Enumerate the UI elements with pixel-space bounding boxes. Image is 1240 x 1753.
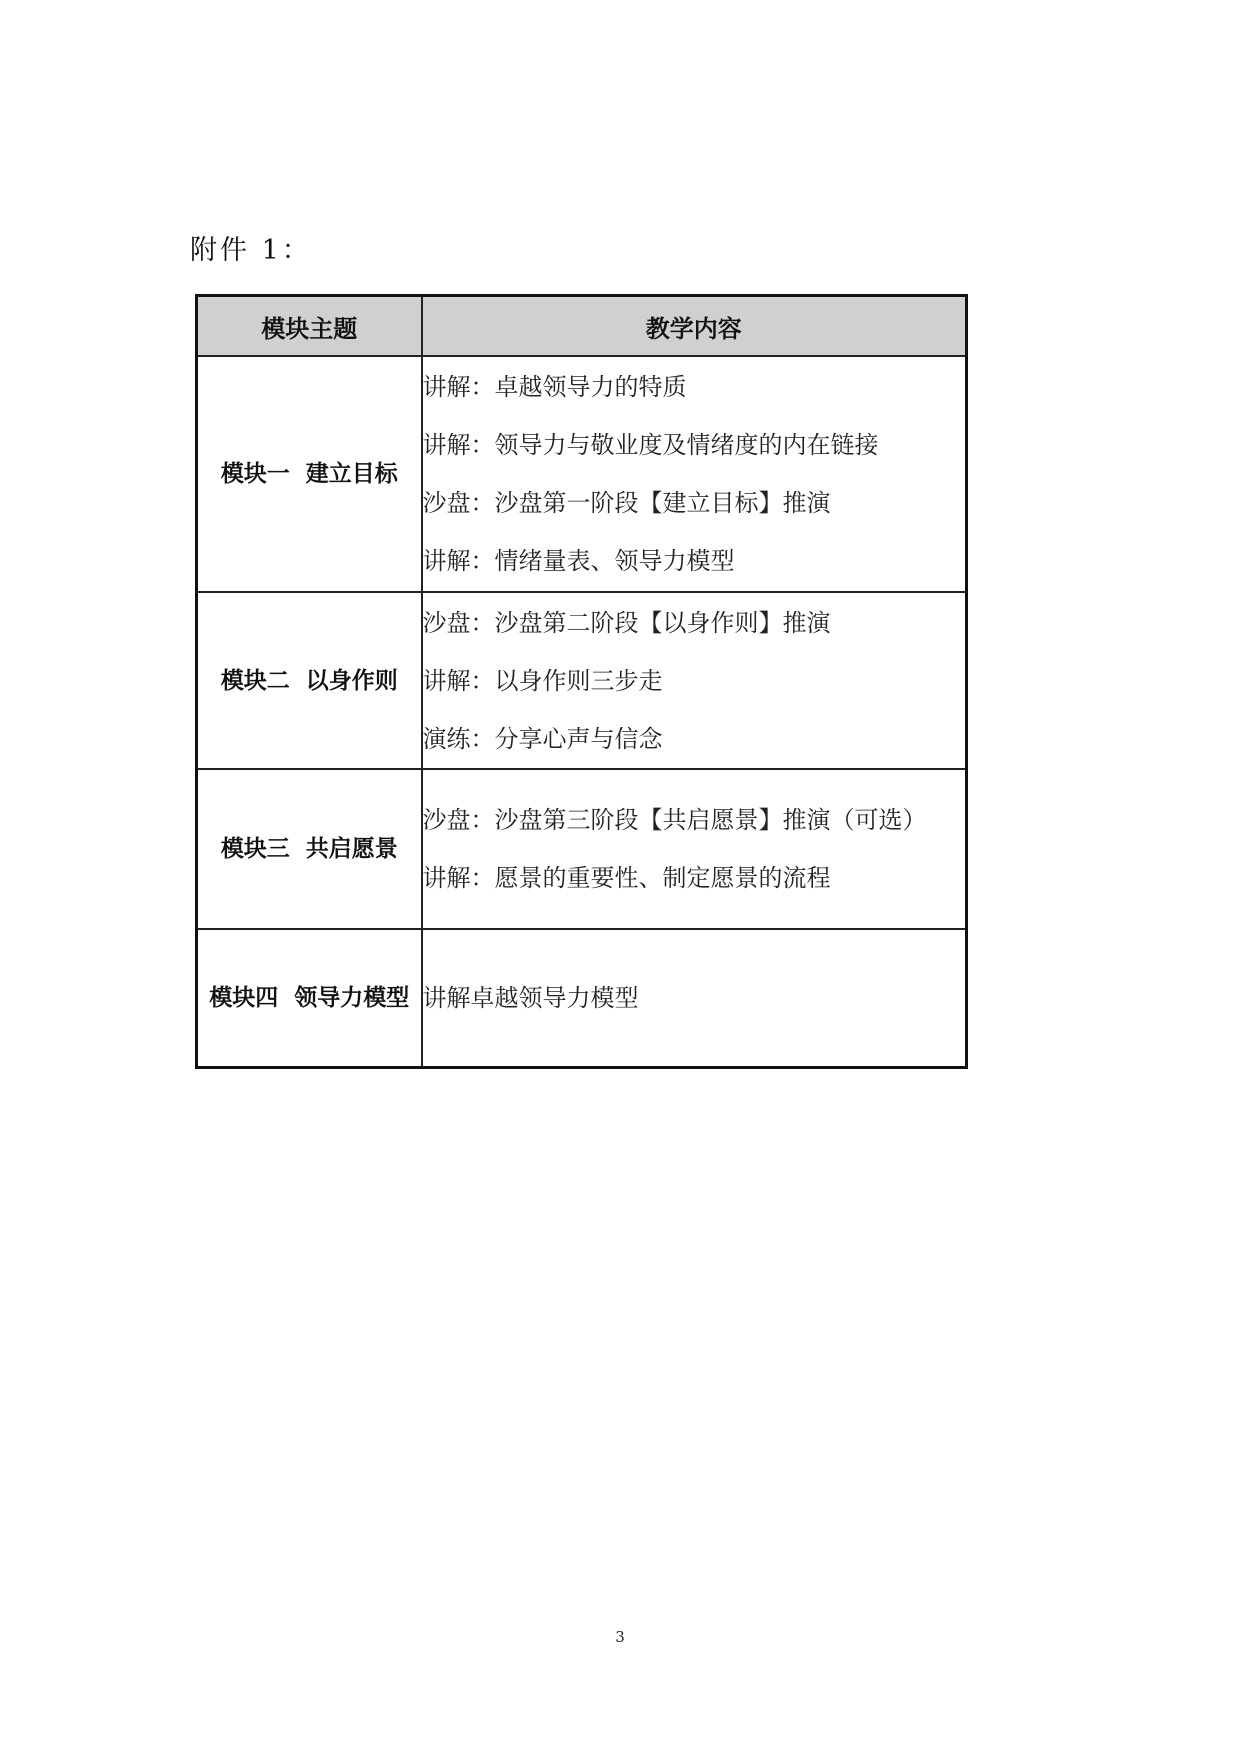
content-item: 讲解：情绪量表、领导力模型 bbox=[422, 547, 735, 575]
module-title: 模块三 共启愿景 bbox=[197, 769, 422, 929]
page-number: 3 bbox=[615, 1628, 625, 1646]
content-item: 沙盘：沙盘第三阶段【共启愿景】推演（可选） bbox=[422, 806, 927, 834]
content-item: 讲解：卓越领导力的特质 bbox=[422, 373, 687, 401]
table-row bbox=[197, 356, 967, 592]
header-module-topic: 模块主题 bbox=[197, 296, 422, 357]
content-item: 演练：分享心声与信念 bbox=[422, 724, 663, 753]
module-content bbox=[422, 929, 967, 1067]
content-item: 沙盘：沙盘第二阶段【以身作则】推演 bbox=[422, 608, 831, 637]
module-title: 模块四 领导力模型 bbox=[197, 929, 422, 1067]
table-row bbox=[197, 769, 967, 929]
table-row bbox=[197, 592, 967, 769]
module-content bbox=[422, 769, 967, 929]
header-teaching-content: 教学内容 bbox=[422, 296, 967, 357]
attachment-label: 附件 1： bbox=[190, 235, 312, 266]
module-title: 模块一 建立目标 bbox=[197, 356, 422, 592]
content-item: 沙盘：沙盘第一阶段【建立目标】推演 bbox=[422, 489, 831, 517]
course-module-table bbox=[195, 294, 968, 1069]
module-content bbox=[422, 356, 967, 592]
module-content bbox=[422, 592, 967, 769]
content-item: 讲解卓越领导力模型 bbox=[422, 983, 639, 1012]
content-item: 讲解：愿景的重要性、制定愿景的流程 bbox=[422, 864, 831, 892]
table-header-row bbox=[197, 296, 967, 357]
table-row bbox=[197, 929, 967, 1067]
content-item: 讲解：以身作则三步走 bbox=[422, 666, 663, 695]
content-item: 讲解：领导力与敬业度及情绪度的内在链接 bbox=[422, 431, 879, 459]
module-title: 模块二 以身作则 bbox=[197, 592, 422, 769]
